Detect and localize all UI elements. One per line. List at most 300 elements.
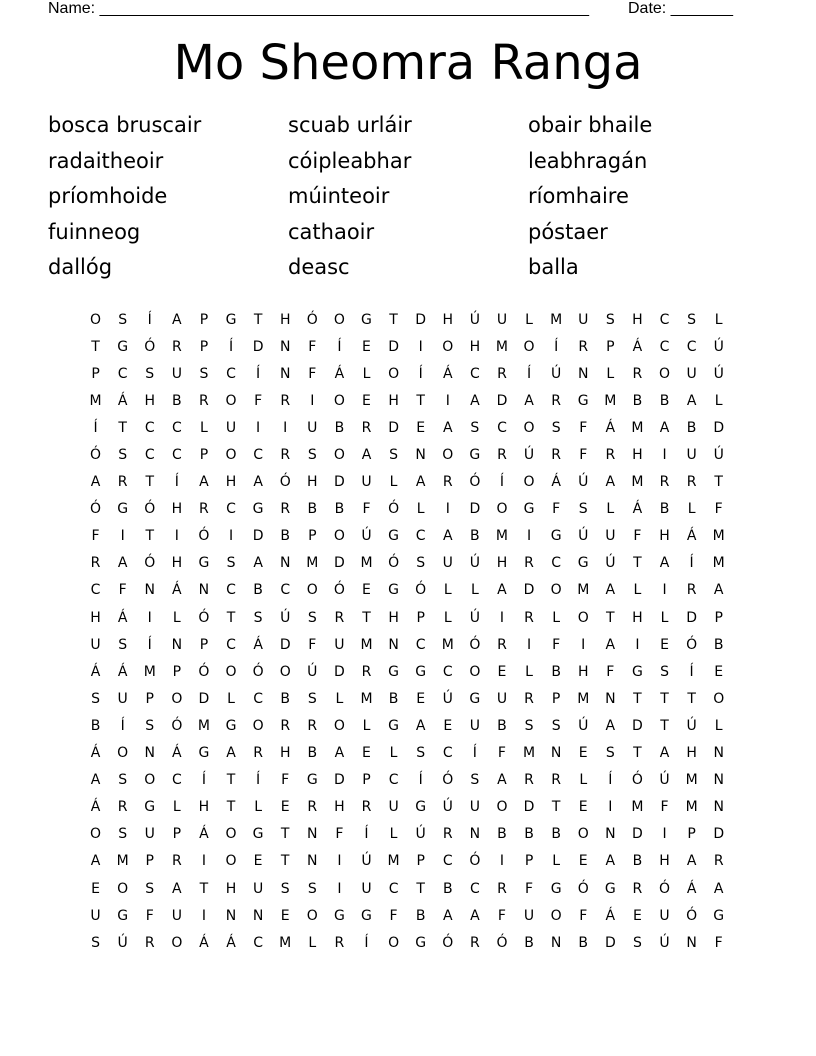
grid-letter: G <box>388 663 399 680</box>
grid-letter: S <box>389 447 399 464</box>
grid-letter: Á <box>632 338 643 355</box>
grid-letter: Ó <box>442 934 454 951</box>
grid-letter: Ó <box>144 501 156 518</box>
grid-letter: F <box>308 636 317 653</box>
grid-letter: O <box>333 717 345 734</box>
grid-letter: B <box>497 826 507 843</box>
grid-letter: O <box>90 311 102 328</box>
grid-letter: M <box>306 555 319 572</box>
grid-letter: T <box>416 392 425 409</box>
grid-letter: E <box>91 880 100 897</box>
grid-letter: C <box>253 447 263 464</box>
grid-letter: O <box>117 745 129 762</box>
grid-letter: N <box>388 636 399 653</box>
grid-letter: R <box>280 717 291 734</box>
grid-letter: P <box>551 690 561 707</box>
grid-letter: A <box>524 392 534 409</box>
grid-letter: A <box>470 907 480 924</box>
grid-letter: L <box>200 419 208 436</box>
grid-letter: G <box>388 717 399 734</box>
grid-letter: E <box>443 717 453 734</box>
grid-letter: G <box>577 555 589 572</box>
grid-letter: C <box>253 690 263 707</box>
grid-letter: R <box>361 419 372 436</box>
grid-letter: I <box>310 392 315 409</box>
grid-letter: Ú <box>578 528 589 545</box>
grid-letter: R <box>524 772 534 789</box>
grid-letter: C <box>497 419 507 436</box>
grid-letter: Í <box>93 419 98 436</box>
grid-letter: O <box>659 365 671 382</box>
grid-letter: S <box>470 772 480 789</box>
grid-letter: G <box>198 555 210 572</box>
grid-letter: U <box>90 636 101 653</box>
grid-letter: N <box>171 636 183 653</box>
grid-letter: Á <box>551 474 561 491</box>
grid-letter: R <box>361 799 372 816</box>
grid-letter: G <box>333 907 345 924</box>
grid-letter: I <box>228 528 234 545</box>
grid-letter: C <box>171 419 182 436</box>
grid-letter: M <box>360 690 373 707</box>
grid-letter: R <box>253 745 263 762</box>
grid-letter: G <box>388 528 399 545</box>
grid-letter: O <box>333 311 345 328</box>
grid-letter: F <box>389 907 398 924</box>
grid-letter: Ó <box>686 907 698 924</box>
grid-letter: O <box>550 582 562 599</box>
grid-letter: U <box>171 907 182 924</box>
grid-letter: R <box>686 582 697 599</box>
grid-letter: A <box>90 853 101 870</box>
grid-letter: H <box>144 392 155 409</box>
grid-letter: S <box>551 717 561 734</box>
grid-letter: E <box>632 907 642 924</box>
grid-letter: L <box>362 717 371 734</box>
grid-letter: U <box>388 799 399 816</box>
grid-letter: D <box>252 528 264 545</box>
grid-letter: Á <box>686 528 697 545</box>
grid-letter: Á <box>117 392 128 409</box>
grid-letter: S <box>118 447 128 464</box>
grid-letter: B <box>470 528 480 545</box>
grid-letter: P <box>199 338 209 355</box>
grid-letter: R <box>497 636 507 653</box>
grid-letter: A <box>117 555 128 572</box>
grid-letter: Ú <box>578 474 589 491</box>
grid-letter: C <box>388 772 399 789</box>
grid-letter: N <box>225 907 237 924</box>
name-field-label: Name: _______________________________________________________ <box>48 0 589 17</box>
grid-letter: O <box>496 799 508 816</box>
grid-letter: C <box>90 582 101 599</box>
grid-letter: R <box>632 365 643 382</box>
grid-letter: Ú <box>523 447 535 464</box>
grid-letter: Í <box>689 663 694 680</box>
grid-letter: L <box>470 582 479 599</box>
grid-letter: I <box>445 392 450 409</box>
grid-letter: F <box>525 880 534 897</box>
grid-letter: L <box>606 501 615 518</box>
grid-letter: B <box>253 582 263 599</box>
grid-letter: Á <box>686 880 697 897</box>
grid-letter: H <box>469 338 481 355</box>
grid-letter: Ó <box>333 582 345 599</box>
grid-letter: I <box>337 880 342 897</box>
grid-letter: R <box>442 826 453 843</box>
grid-letter: Á <box>632 501 643 518</box>
grid-letter: F <box>497 745 506 762</box>
grid-letter: B <box>659 501 670 518</box>
grid-letter: E <box>497 663 507 680</box>
grid-letter: Í <box>418 365 423 382</box>
grid-letter: A <box>686 392 697 409</box>
grid-letter: E <box>578 853 588 870</box>
grid-letter: S <box>605 311 615 328</box>
grid-letter: I <box>581 636 586 653</box>
grid-letter: T <box>253 311 263 328</box>
grid-letter: B <box>415 907 426 924</box>
grid-letter: F <box>714 501 723 518</box>
grid-letter: R <box>361 663 372 680</box>
grid-letter: S <box>416 555 426 572</box>
grid-letter: L <box>714 311 723 328</box>
grid-letter: Í <box>526 365 532 382</box>
grid-letter: Ó <box>388 501 400 518</box>
grid-letter: S <box>199 365 209 382</box>
grid-letter: E <box>578 745 588 762</box>
grid-letter: A <box>442 419 453 436</box>
grid-letter: L <box>687 501 696 518</box>
grid-letter: O <box>279 663 291 680</box>
grid-letter: H <box>279 311 291 328</box>
grid-letter: L <box>552 853 561 870</box>
grid-letter: U <box>523 907 535 924</box>
grid-letter: G <box>631 663 643 680</box>
grid-letter: R <box>497 880 507 897</box>
grid-letter: H <box>632 609 643 626</box>
grid-letter: O <box>523 338 535 355</box>
grid-letter: H <box>659 853 670 870</box>
grid-letter: P <box>687 826 696 843</box>
grid-letter: S <box>605 745 615 762</box>
grid-letter: N <box>144 745 155 762</box>
grid-letter: A <box>415 717 426 734</box>
grid-letter: C <box>551 555 562 572</box>
grid-letter: E <box>714 663 724 680</box>
grid-letter: R <box>199 392 209 409</box>
grid-letter: U <box>225 419 237 436</box>
grid-letter: B <box>280 690 290 707</box>
grid-letter: Í <box>499 474 505 491</box>
grid-letter: I <box>174 528 179 545</box>
grid-letter: Ó <box>577 880 589 897</box>
grid-letter: O <box>496 501 508 518</box>
grid-letter: D <box>523 582 535 599</box>
grid-letter: E <box>280 799 290 816</box>
grid-letter: Ú <box>307 663 318 680</box>
grid-letter: A <box>172 311 182 328</box>
grid-letter: Á <box>334 365 345 382</box>
grid-letter: H <box>632 311 643 328</box>
grid-letter: N <box>198 582 210 599</box>
grid-letter: I <box>662 447 667 464</box>
grid-letter: H <box>225 880 237 897</box>
grid-letter: G <box>469 690 481 707</box>
grid-letter: Ú <box>551 365 562 382</box>
grid-letter: R <box>199 501 209 518</box>
grid-letter: G <box>252 826 264 843</box>
grid-letter: F <box>254 392 263 409</box>
grid-letter: C <box>226 365 236 382</box>
grid-letter: R <box>307 717 318 734</box>
grid-letter: G <box>415 663 427 680</box>
grid-letter: T <box>362 609 371 626</box>
grid-letter: R <box>551 392 561 409</box>
grid-letter: Ú <box>713 338 724 355</box>
grid-letter: L <box>660 609 669 626</box>
grid-letter: O <box>306 907 318 924</box>
grid-letter: F <box>579 419 588 436</box>
grid-letter: Í <box>174 474 179 491</box>
grid-letter: R <box>334 609 345 626</box>
grid-letter: I <box>499 609 505 626</box>
grid-letter: O <box>171 690 183 707</box>
grid-letter: A <box>605 582 616 599</box>
grid-letter: U <box>307 419 318 436</box>
grid-letter: S <box>118 311 128 328</box>
grid-letter: U <box>496 690 508 707</box>
grid-letter: C <box>280 582 291 599</box>
grid-letter: M <box>143 663 156 680</box>
grid-letter: G <box>306 772 318 789</box>
grid-letter: O <box>225 392 237 409</box>
grid-letter: G <box>144 799 156 816</box>
grid-letter: A <box>415 474 426 491</box>
grid-letter: O <box>333 392 345 409</box>
grid-letter: T <box>91 338 100 355</box>
grid-letter: S <box>118 772 128 789</box>
grid-letter: H <box>388 609 399 626</box>
grid-letter: Í <box>364 826 369 843</box>
grid-letter: P <box>714 609 723 626</box>
grid-letter: C <box>253 934 263 951</box>
grid-letter: Í <box>689 555 694 572</box>
grid-letter: A <box>470 392 480 409</box>
grid-letter: H <box>632 447 643 464</box>
grid-letter: U <box>659 907 670 924</box>
grid-letter: P <box>416 853 425 870</box>
grid-letter: G <box>523 501 535 518</box>
grid-letter: G <box>388 582 399 599</box>
grid-letter: A <box>497 582 507 599</box>
grid-letter: A <box>90 772 101 789</box>
grid-letter: O <box>225 853 237 870</box>
page-title: Mo Sheomra Ranga <box>173 35 643 91</box>
grid-letter: N <box>307 853 318 870</box>
grid-letter: C <box>659 338 670 355</box>
grid-letter: R <box>524 609 534 626</box>
grid-letter: M <box>631 419 644 436</box>
grid-letter: R <box>551 447 561 464</box>
grid-letter: O <box>306 582 318 599</box>
grid-letter: G <box>225 311 237 328</box>
grid-letter: L <box>714 717 723 734</box>
grid-letter: N <box>469 826 481 843</box>
grid-letter: O <box>388 934 400 951</box>
grid-letter: S <box>145 880 155 897</box>
grid-letter: C <box>144 419 155 436</box>
grid-letter: P <box>145 853 154 870</box>
grid-letter: Í <box>337 338 342 355</box>
grid-letter: M <box>712 528 725 545</box>
grid-letter: N <box>605 690 616 707</box>
grid-letter: A <box>713 880 724 897</box>
grid-letter: F <box>579 447 588 464</box>
grid-letter: C <box>415 528 426 545</box>
grid-letter: S <box>632 934 642 951</box>
grid-letter: P <box>199 447 209 464</box>
grid-letter: D <box>334 772 345 789</box>
grid-letter: A <box>90 474 101 491</box>
grid-letter: M <box>712 555 725 572</box>
grid-letter: D <box>388 338 399 355</box>
grid-letter: S <box>118 826 128 843</box>
grid-letter: Ó <box>198 663 210 680</box>
grid-letter: F <box>714 934 723 951</box>
grid-letter: F <box>335 826 344 843</box>
grid-letter: G <box>361 907 372 924</box>
grid-letter: B <box>632 853 643 870</box>
grid-letter: M <box>685 799 698 816</box>
grid-letter: L <box>227 690 235 707</box>
grid-letter: U <box>90 907 101 924</box>
grid-letter: Á <box>90 663 101 680</box>
word-item: obair bhaile <box>528 113 653 137</box>
grid-letter: T <box>226 772 236 789</box>
grid-letter: A <box>253 555 263 572</box>
grid-letter: H <box>496 555 508 572</box>
word-item: balla <box>528 255 579 279</box>
grid-letter: S <box>91 934 100 951</box>
date-field-label: Date: _______ <box>628 0 733 17</box>
word-item: príomhoide <box>48 184 168 208</box>
grid-letter: Í <box>201 772 206 789</box>
grid-letter: Ú <box>280 609 291 626</box>
grid-letter: T <box>199 880 209 897</box>
grid-letter: G <box>198 745 210 762</box>
grid-letter: G <box>252 501 264 518</box>
grid-letter: U <box>334 636 345 653</box>
grid-letter: T <box>145 528 155 545</box>
grid-letter: C <box>171 772 182 789</box>
grid-letter: H <box>307 474 318 491</box>
grid-letter: O <box>523 419 535 436</box>
grid-letter: U <box>171 365 182 382</box>
grid-letter: O <box>388 365 400 382</box>
grid-letter: R <box>442 474 453 491</box>
grid-letter: S <box>91 690 100 707</box>
grid-letter: T <box>633 555 642 572</box>
grid-letter: Á <box>117 663 128 680</box>
grid-letter: H <box>171 555 183 572</box>
grid-letter: L <box>633 582 642 599</box>
grid-letter: R <box>334 934 345 951</box>
grid-letter: L <box>172 799 181 816</box>
grid-letter: C <box>226 582 236 599</box>
grid-letter: M <box>495 528 508 545</box>
grid-letter: D <box>686 609 697 626</box>
grid-letter: A <box>686 853 697 870</box>
grid-letter: H <box>198 799 210 816</box>
grid-letter: S <box>307 690 317 707</box>
grid-letter: N <box>307 826 318 843</box>
grid-letter: Ó <box>469 853 481 870</box>
grid-letter: B <box>686 419 697 436</box>
grid-letter: O <box>333 447 345 464</box>
grid-letter: S <box>687 311 697 328</box>
grid-letter: I <box>635 636 640 653</box>
grid-letter: P <box>172 826 182 843</box>
word-item: cathaoir <box>288 219 375 244</box>
grid-letter: D <box>334 555 345 572</box>
grid-letter: P <box>524 853 534 870</box>
grid-letter: Ú <box>415 826 426 843</box>
grid-letter: S <box>226 555 236 572</box>
word-item: ríomhaire <box>528 184 629 208</box>
grid-letter: B <box>551 826 561 843</box>
grid-letter: I <box>418 338 423 355</box>
grid-letter: A <box>605 636 616 653</box>
grid-letter: A <box>442 907 453 924</box>
grid-letter: O <box>523 474 535 491</box>
grid-letter: T <box>633 690 642 707</box>
grid-letter: T <box>226 799 236 816</box>
grid-letter: S <box>578 501 588 518</box>
grid-letter: N <box>713 772 724 789</box>
grid-letter: Ó <box>415 582 427 599</box>
grid-letter: L <box>552 609 561 626</box>
grid-letter: F <box>606 663 615 680</box>
grid-letter: D <box>632 717 643 734</box>
grid-letter: D <box>252 338 264 355</box>
grid-letter: Ú <box>117 934 128 951</box>
grid-letter: O <box>117 880 129 897</box>
grid-letter: A <box>199 474 209 491</box>
grid-letter: Á <box>199 826 209 843</box>
grid-letter: Ó <box>469 474 481 491</box>
grid-letter: O <box>144 772 156 789</box>
grid-letter: Ú <box>605 555 616 572</box>
grid-letter: I <box>499 853 505 870</box>
grid-letter: G <box>577 392 589 409</box>
grid-letter: B <box>551 663 561 680</box>
grid-letter: L <box>416 501 425 518</box>
grid-letter: A <box>605 717 616 734</box>
grid-letter: Ú <box>578 717 589 734</box>
grid-letter: Í <box>147 636 152 653</box>
grid-letter: Á <box>90 799 101 816</box>
grid-letter: O <box>577 609 589 626</box>
grid-letter: T <box>687 690 696 707</box>
grid-letter: H <box>388 392 399 409</box>
grid-letter: C <box>469 365 480 382</box>
grid-letter: P <box>91 365 100 382</box>
grid-letter: Ú <box>361 853 372 870</box>
grid-letter: Á <box>90 745 101 762</box>
word-item: scuab urláir <box>288 113 412 137</box>
grid-letter: U <box>578 311 589 328</box>
